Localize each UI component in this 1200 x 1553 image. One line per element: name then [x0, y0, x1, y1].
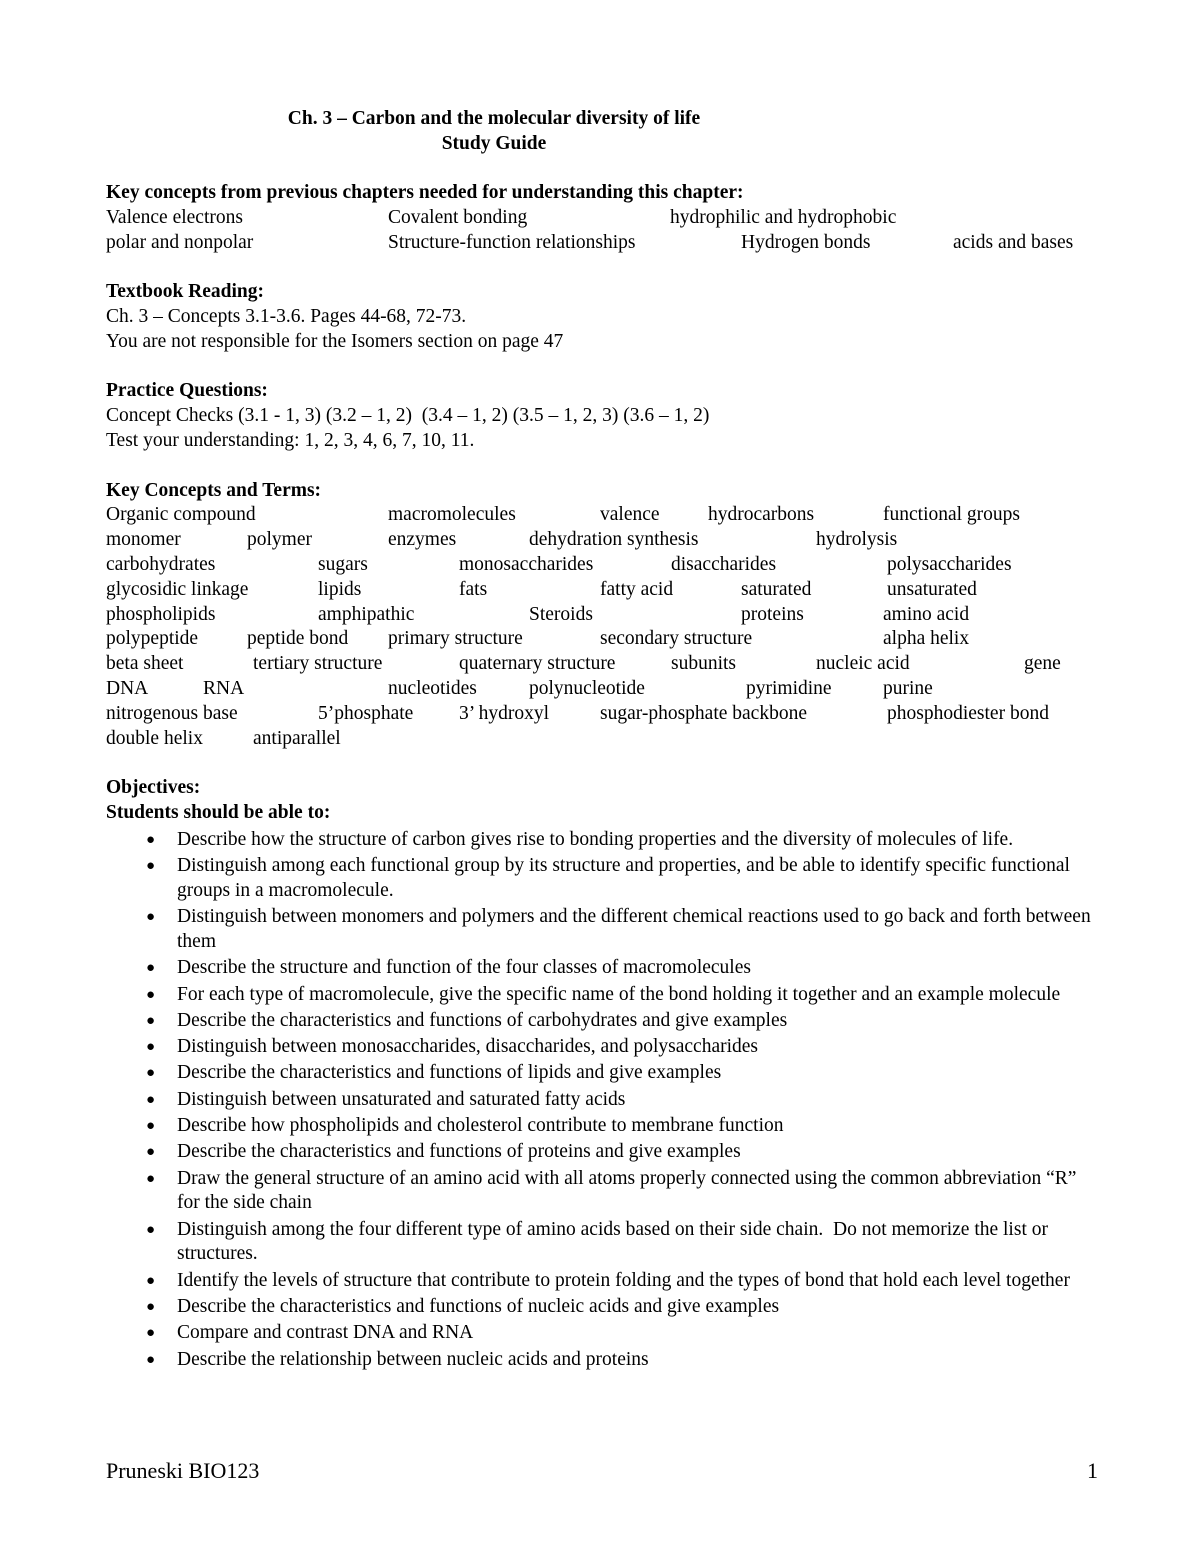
reading-line: You are not responsible for the Isomers section on page 47 — [106, 330, 564, 352]
term: subunits — [671, 653, 737, 675]
bullet-icon: ● — [146, 1299, 156, 1316]
term: hydrolysis — [816, 529, 898, 551]
term: amphipathic — [318, 603, 415, 625]
bullet-icon: ● — [146, 1272, 156, 1289]
term: nucleotides — [388, 677, 477, 699]
prior-concept-term: Hydrogen bonds — [741, 231, 871, 253]
list-item: ● Describe the characteristics and functions of carbohydrates and give examples — [106, 1009, 1098, 1034]
list-item: ● Distinguish between monomers and polymers and the different chemical reactions used to go back and forth between them — [146, 906, 1091, 952]
term: double helix — [106, 727, 203, 749]
term: secondary structure — [600, 628, 753, 650]
term: pyrimidine — [746, 677, 832, 699]
term: macromolecules — [388, 504, 516, 526]
term: phospholipids — [106, 603, 216, 625]
term: polymer — [247, 529, 312, 551]
objectives-list — [106, 828, 1098, 1373]
list-item: ● Distinguish among the four different type of amino acids based on their side chain. Do not memorize the list or structures. — [146, 1218, 1053, 1265]
term: lipids — [318, 578, 362, 600]
term: sugars — [318, 553, 368, 575]
term: DNA — [106, 677, 149, 699]
bullet-icon: ● — [146, 1221, 156, 1238]
bullet-icon: ● — [146, 1065, 156, 1082]
term: unsaturated — [887, 578, 977, 600]
practice-line: Test your understanding: 1, 2, 3, 4, 6, 7, 10, 11. — [106, 429, 475, 451]
page-number: 1 — [1087, 1458, 1098, 1483]
terms-row — [106, 702, 1098, 727]
list-item: ● Describe the structure and function of the four classes of macromolecules — [106, 956, 1098, 981]
reading-line: Ch. 3 – Concepts 3.1-3.6. Pages 44-68, 72-73. — [106, 305, 467, 327]
term: nucleic acid — [816, 653, 910, 675]
term: fatty acid — [600, 578, 674, 600]
term: peptide bond — [247, 628, 349, 650]
term: tertiary structure — [253, 653, 383, 675]
bullet-icon: ● — [146, 986, 156, 1003]
terms-row — [106, 553, 1098, 578]
term: beta sheet — [106, 653, 184, 675]
bullet-icon: ● — [146, 909, 156, 926]
term: proteins — [741, 603, 804, 625]
term: carbohydrates — [106, 553, 216, 575]
term: quaternary structure — [459, 653, 616, 675]
list-item: ● Describe the relationship between nucleic acids and proteins — [106, 1348, 1098, 1373]
prior-concept-term: hydrophilic and hydrophobic — [670, 206, 897, 228]
terms-row — [106, 503, 1098, 528]
term: purine — [883, 677, 933, 699]
term: 3’ hydroxyl — [459, 702, 550, 724]
bullet-icon: ● — [146, 1351, 156, 1368]
term: dehydration synthesis — [529, 529, 699, 551]
term: saturated — [741, 578, 812, 600]
term: fats — [459, 578, 488, 600]
list-item: ● Identify the levels of structure that contribute to protein folding and the types of bond that hold each level together — [106, 1269, 1098, 1294]
list-item: ● Describe the characteristics and functions of nucleic acids and give examples — [106, 1295, 1098, 1320]
bullet-icon: ● — [146, 1117, 156, 1134]
term: primary structure — [388, 628, 523, 650]
term: polypeptide — [106, 628, 199, 650]
term: sugar-phosphate backbone — [600, 702, 807, 724]
list-item: ● Describe how phospholipids and cholesterol contribute to membrane function — [106, 1114, 1098, 1139]
term: Organic compound — [106, 504, 256, 526]
bullet-icon: ● — [146, 1325, 156, 1342]
term: antiparallel — [253, 727, 341, 749]
document-title-block — [0, 107, 1094, 157]
bullet-icon: ● — [146, 1012, 156, 1029]
term: disaccharides — [671, 553, 777, 575]
practice-heading: Practice Questions: — [106, 380, 268, 402]
bullet-icon: ● — [146, 1091, 156, 1108]
objectives-subheading: Students should be able to: — [106, 801, 331, 823]
document-subtitle: Study Guide — [441, 132, 547, 154]
reading-heading: Textbook Reading: — [106, 281, 265, 303]
list-item: ● Distinguish between unsaturated and saturated fatty acids — [106, 1088, 1098, 1113]
term: Steroids — [529, 603, 593, 625]
prior-concepts-row — [106, 231, 1098, 256]
terms-row — [106, 652, 1098, 677]
bullet-icon: ● — [146, 1170, 156, 1187]
prior-concept-term: Covalent bonding — [388, 206, 528, 228]
list-item: ● Describe the characteristics and functions of proteins and give examples — [106, 1140, 1098, 1165]
term: 5’phosphate — [318, 702, 414, 724]
bullet-icon: ● — [146, 858, 156, 875]
terms-heading: Key Concepts and Terms: — [106, 479, 322, 501]
term: monosaccharides — [459, 553, 594, 575]
list-item: ● Distinguish between monosaccharides, disaccharides, and polysaccharides — [106, 1035, 1098, 1060]
objectives-heading: Objectives: — [106, 777, 201, 799]
term: glycosidic linkage — [106, 578, 249, 600]
footer-author-course: Pruneski BIO123 — [106, 1458, 260, 1483]
terms-row — [106, 528, 1098, 553]
list-item: ● For each type of macromolecule, give the specific name of the bond holding it together and an example molecule — [106, 983, 1098, 1008]
term: gene — [1024, 653, 1061, 675]
document-title: Ch. 3 – Carbon and the molecular diversity of life — [287, 108, 701, 129]
terms-row — [106, 727, 1098, 752]
term: functional groups — [883, 504, 1021, 526]
document-body — [106, 181, 1098, 1374]
bullet-icon: ● — [146, 960, 156, 977]
terms-row — [106, 603, 1098, 628]
list-item: ● Distinguish among each functional group by its structure and properties, and be able to identify specific functional groups in a macromolecule. — [146, 855, 1070, 901]
term: enzymes — [388, 529, 457, 551]
bullet-icon: ● — [146, 831, 156, 848]
practice-line: Concept Checks (3.1 - 1, 3) (3.2 – 1, 2) (3.4 – 1, 2) (3.5 – 1, 2, 3) (3.6 – 1, 2) — [106, 405, 710, 427]
list-item: ● Draw the general structure of an amino acid with all atoms properly connected using the common abbreviation “R” for the side chain — [146, 1167, 1077, 1214]
bullet-icon: ● — [146, 1144, 156, 1161]
list-item: ● Describe how the structure of carbon gives rise to bonding properties and the diversity of molecules of life. — [106, 828, 1098, 853]
prior-concepts-row — [106, 206, 1098, 231]
term: RNA — [203, 677, 245, 699]
term: phosphodiester bond — [887, 702, 1049, 724]
prior-concept-term: Valence electrons — [106, 206, 243, 228]
term: monomer — [106, 529, 181, 551]
term: polysaccharides — [887, 553, 1012, 575]
term: alpha helix — [883, 628, 970, 650]
terms-row — [106, 627, 1098, 652]
prior-concept-term: polar and nonpolar — [106, 231, 254, 253]
term: hydrocarbons — [708, 504, 815, 526]
terms-row — [106, 677, 1098, 702]
term: nitrogenous base — [106, 702, 238, 724]
list-item: ● Describe the characteristics and functions of lipids and give examples — [106, 1061, 1098, 1086]
term: amino acid — [883, 603, 970, 625]
prior-concept-term: Structure-function relationships — [388, 231, 636, 253]
term: valence — [600, 504, 660, 526]
bullet-icon: ● — [146, 1039, 156, 1056]
terms-row — [106, 578, 1098, 603]
list-item: ● Compare and contrast DNA and RNA — [106, 1321, 1098, 1346]
term: polynucleotide — [529, 677, 645, 699]
prior-concept-term: acids and bases — [953, 231, 1074, 253]
prior-concepts-heading: Key concepts from previous chapters needed for understanding this chapter: — [106, 182, 744, 203]
